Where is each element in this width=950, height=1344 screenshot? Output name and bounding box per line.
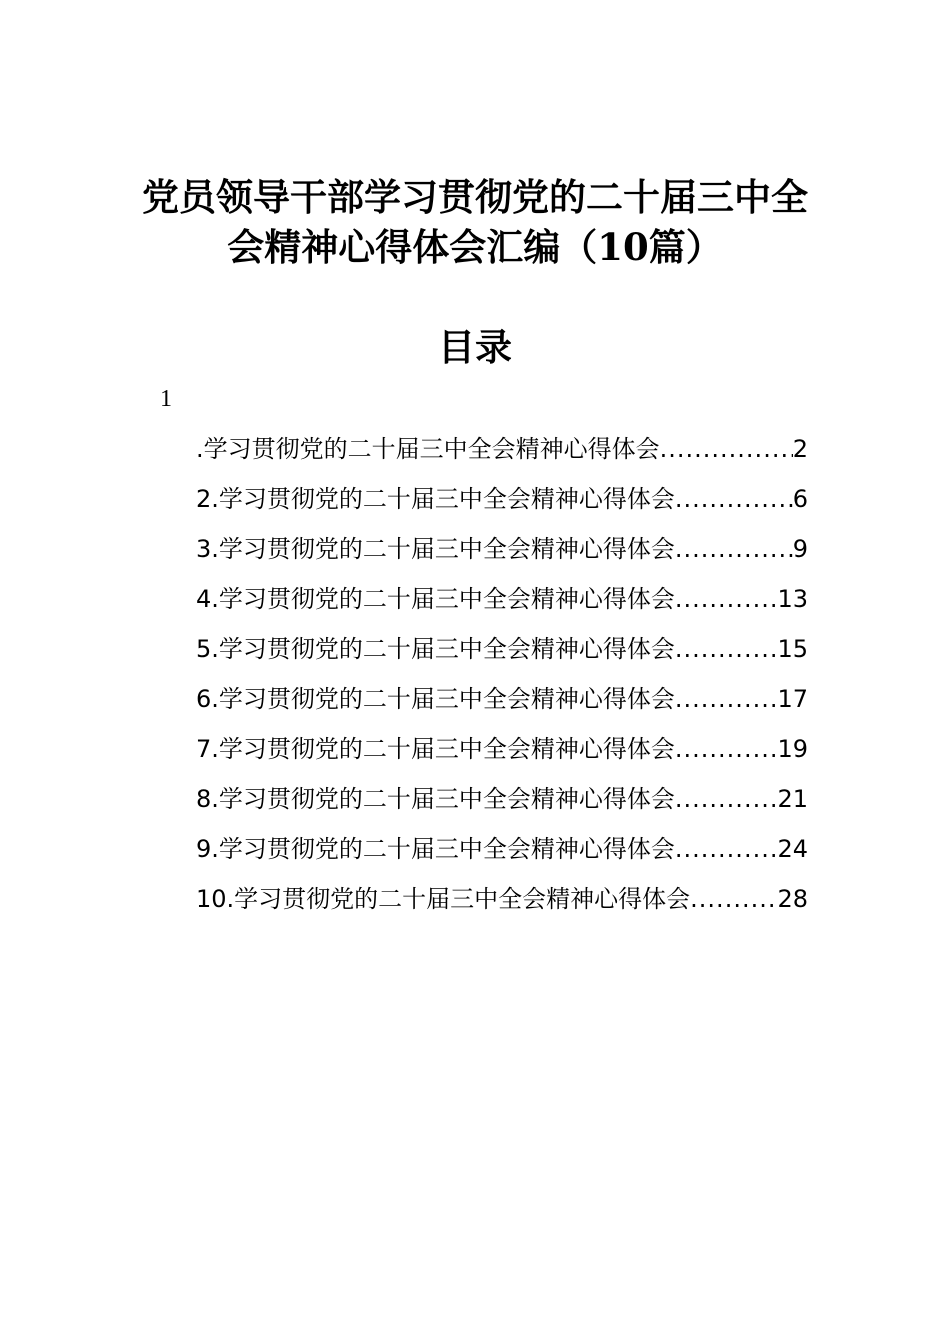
- toc-page-number: 2: [792, 435, 808, 463]
- toc-page-number: 15: [777, 635, 808, 663]
- toc-page-number: 24: [777, 835, 808, 863]
- toc-link-9[interactable]: [196, 828, 808, 870]
- toc-entry-label: 10.学习贯彻党的二十届三中全会精神心得体会: [196, 885, 691, 913]
- toc-dot-leader: [675, 478, 793, 520]
- toc-entry-label: 8.学习贯彻党的二十届三中全会精神心得体会: [196, 785, 675, 813]
- document-title: [120, 172, 830, 272]
- toc-link-5[interactable]: [196, 628, 808, 670]
- toc-page-number: 19: [777, 735, 808, 763]
- table-of-contents: [196, 428, 808, 928]
- toc-entry-label: 3.学习贯彻党的二十届三中全会精神心得体会: [196, 535, 675, 563]
- toc-dot-leader: [675, 728, 778, 770]
- toc-dot-leader: [675, 828, 778, 870]
- toc-dot-leader: [675, 528, 793, 570]
- toc-entry-1[interactable]: [196, 428, 808, 478]
- toc-link-2[interactable]: [196, 478, 808, 520]
- toc-entry-label: 4.学习贯彻党的二十届三中全会精神心得体会: [196, 585, 675, 613]
- toc-page-number: 21: [777, 785, 808, 813]
- document-title-line-2: 会精神心得体会汇编（10篇）: [227, 225, 723, 269]
- toc-entry-10[interactable]: [196, 878, 808, 928]
- toc-link-1[interactable]: [196, 428, 808, 470]
- toc-page-number: 17: [777, 685, 808, 713]
- toc-link-4[interactable]: [196, 578, 808, 620]
- toc-entry-label: 6.学习贯彻党的二十届三中全会精神心得体会: [196, 685, 675, 713]
- toc-entry-6[interactable]: [196, 678, 808, 728]
- toc-entry-3[interactable]: [196, 528, 808, 578]
- toc-entry-2[interactable]: [196, 478, 808, 528]
- toc-dot-leader: [675, 628, 778, 670]
- toc-dot-leader: [675, 578, 778, 620]
- toc-entry-label: 7.学习贯彻党的二十届三中全会精神心得体会: [196, 735, 675, 763]
- toc-entry-4[interactable]: [196, 578, 808, 628]
- toc-dot-leader: [675, 778, 778, 820]
- toc-entry-7[interactable]: [196, 728, 808, 778]
- toc-entry-label: .学习贯彻党的二十届三中全会精神心得体会: [196, 435, 660, 463]
- toc-entry-label: 5.学习贯彻党的二十届三中全会精神心得体会: [196, 635, 675, 663]
- toc-page-number: 13: [777, 585, 808, 613]
- document-title-line-1: 党员领导干部学习贯彻党的二十届三中全: [142, 175, 808, 219]
- toc-link-8[interactable]: [196, 778, 808, 820]
- toc-entry-label: 9.学习贯彻党的二十届三中全会精神心得体会: [196, 835, 675, 863]
- toc-dot-leader: [675, 678, 778, 720]
- toc-entry-label: 2.学习贯彻党的二十届三中全会精神心得体会: [196, 485, 675, 513]
- toc-page-number: 6: [792, 485, 808, 513]
- toc-link-7[interactable]: [196, 728, 808, 770]
- toc-link-10[interactable]: [196, 878, 808, 920]
- toc-page-number: 28: [777, 885, 808, 913]
- toc-heading: 目录: [438, 325, 512, 369]
- toc-page-number: 9: [792, 535, 808, 563]
- toc-entry-9[interactable]: [196, 828, 808, 878]
- toc-entry-5[interactable]: [196, 628, 808, 678]
- toc-link-6[interactable]: [196, 678, 808, 720]
- toc-stray-number: 1: [160, 386, 172, 412]
- toc-dot-leader: [660, 428, 793, 470]
- toc-dot-leader: [690, 878, 777, 920]
- toc-entry-8[interactable]: [196, 778, 808, 828]
- toc-link-3[interactable]: [196, 528, 808, 570]
